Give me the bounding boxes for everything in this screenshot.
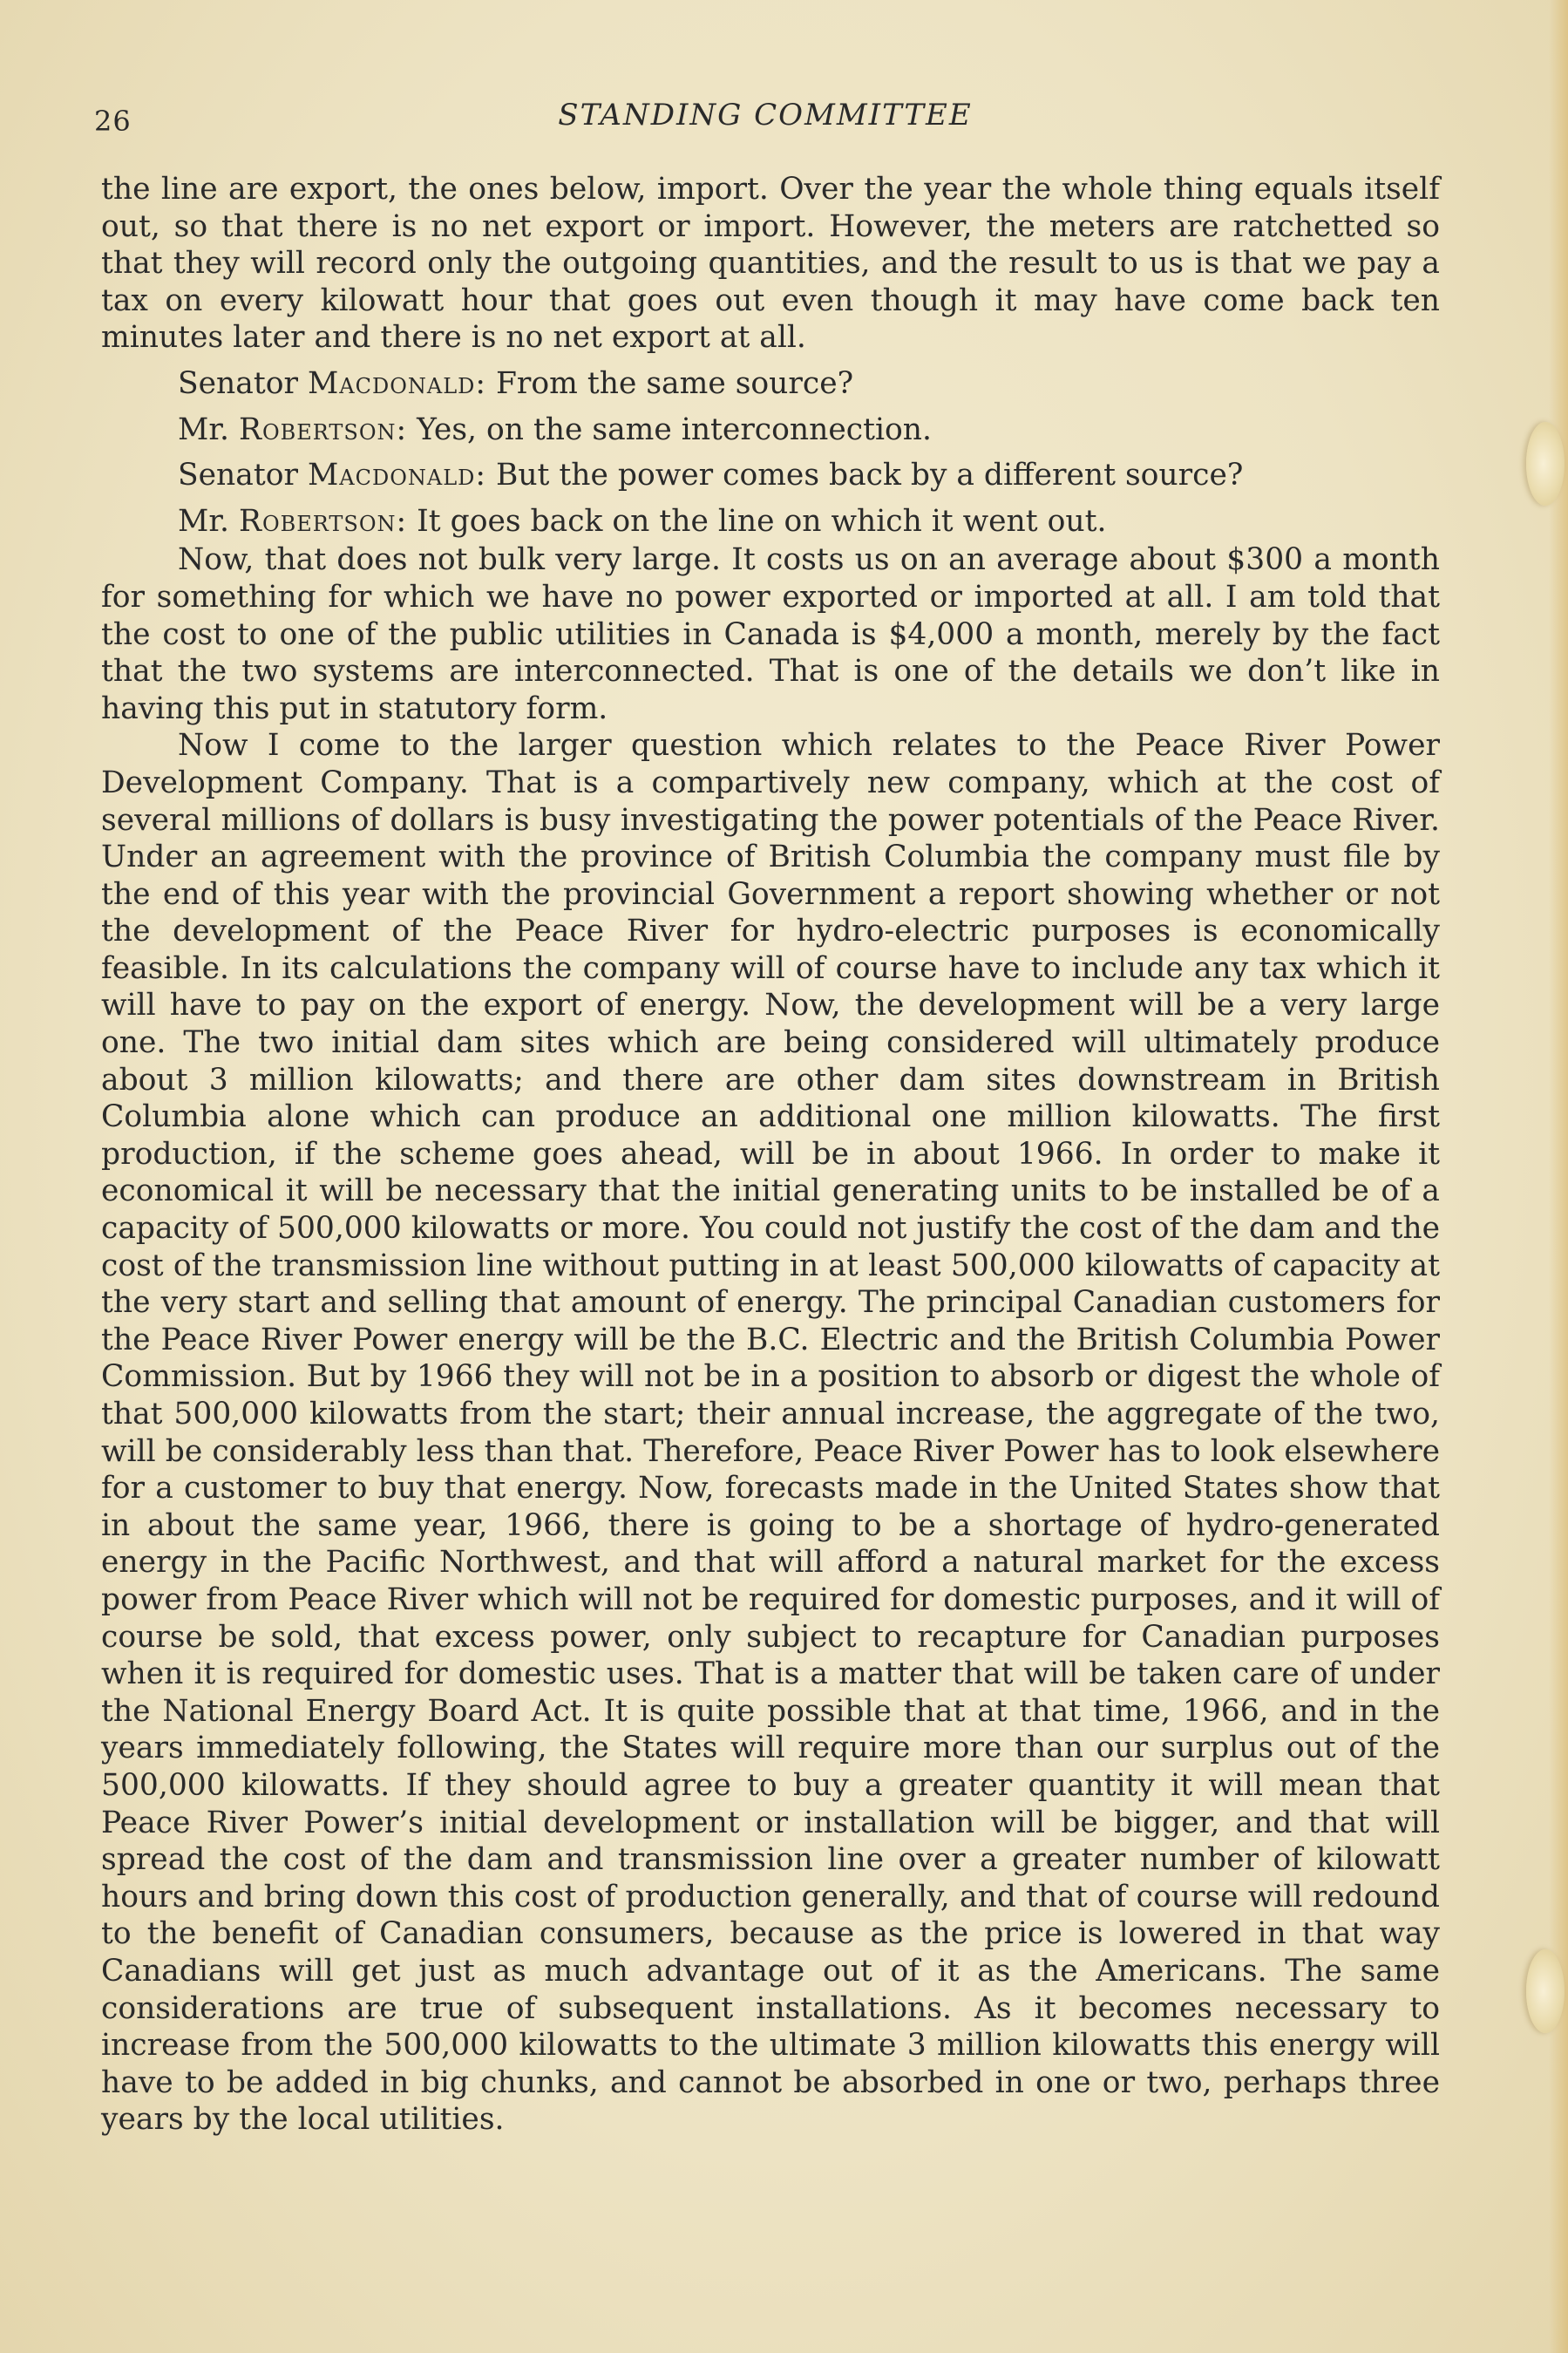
dialogue-text: Yes, on the same interconnection. (417, 411, 932, 447)
dialogue-text: From the same source? (495, 365, 854, 401)
dialogue-line (101, 411, 1440, 449)
speaker-name: Robertson: (238, 503, 408, 539)
page-number: 26 (94, 105, 132, 138)
dialogue-text: But the power comes back by a different source? (495, 458, 1244, 493)
dialogue-line (101, 503, 1440, 541)
body-text (101, 171, 1440, 2139)
speaker-name: Macdonald: (307, 365, 487, 401)
page-header (94, 98, 1436, 141)
paragraph: Now, that does not bulk very large. It costs us on an average about $300 a month for something for which we have no power exported or imported at all. I am told that the cost to one of the public utilities in Canada is $4,000 a month, merely by the fact that the two systems are interconnected. That is one of the details we don’t like in having this put in statutory form. (101, 542, 1440, 726)
speaker-title: Senator (178, 365, 298, 401)
dialogue-line (101, 365, 1440, 403)
speaker-title: Mr. (178, 411, 229, 447)
dialogue-text: It goes back on the line on which it went out. (417, 503, 1107, 539)
speaker-title: Senator (178, 458, 298, 493)
paragraph: Now I come to the larger question which relates to the Peace River Power Development Company. That is a compartively new company, which at the cost of several millions of dollars is busy investigating the power potentials of the Peace River. Under an agreement with the province of British Columbia the company must file by the end of this year with the provincial Government a report showing whether or not the development of the Peace River for hydro-electric purposes is economically feasible. In its calculations the company will of course have to include any tax which it will have to pay on the export of energy. Now, the development will be a very large one. The two initial dam sites which are being considered will ultimately produce about 3 million kilowatts; and there are other dam sites downstream in British Columbia alone which can produce an additional one million kilowatts. The first production, if the scheme goes ahead, will be in about 1966. In order to make it economical it will be necessary that the initial generating units to be installed be of a capacity of 500,000 kilowatts or more. You could not justify the cost of the dam and the cost of the transmission line without putting in at least 500,000 kilowatts of capacity at the very start and selling that amount of energy. The principal Canadian customers for the Peace River Power energy will be the B.C. Electric and the British Columbia Power Commission. But by 1966 they will not be in a position to absorb or digest the whole of that 500,000 kilowatts from the start; their annual increase, the aggregate of the two, will be considerably less than that. Therefore, Peace River Power has to look elsewhere for a customer to buy that energy. Now, forecasts made in the United States show that in about the same year, 1966, there is going to be a shortage of hydro-generated energy in the Pacific Northwest, and that will afford a natural market for the excess power from Peace River which will not be required for domestic purposes, and it will of course be sold, that excess power, only subject to recapture for Canadian purposes when it is required for domestic uses. That is a matter that will be taken care of under the National Energy Board Act. It is quite possible that at that time, 1966, and in the years immediately following, the States will require more than our surplus out of the 500,000 kilowatts. If they should agree to buy a greater quantity it will mean that Peace River Power’s initial development or installation will be bigger, and that will spread the cost of the dam and transmission line over a greater number of kilowatt hours and bring down this cost of production generally, and that of course will redound to the benefit of Canadian consumers, because as the price is lowered in that way Canadians will get just as much advantage out of it as the Americans. The same considerations are true of subsequent installations. As it becomes necessary to increase from the 500,000 kilowatts to the ultimate 3 million kilowatts this energy will have to be added in big chunks, and cannot be absorbed in one or two, perhaps three years by the local utilities. (101, 728, 1440, 2138)
dialogue-line (101, 457, 1440, 494)
running-head: STANDING COMMITTEE (558, 98, 973, 133)
speaker-title: Mr. (178, 503, 229, 539)
paragraph-continuation: the line are export, the ones below, import. Over the year the whole thing equals itself out, so that there is no net export or import. However, the meters are ratchetted so that they will record only the outgoing quantities, and the result to us is that we pay a tax on every kilowatt hour that goes out even though it may have come back ten minutes later and there is no net export at all. (101, 172, 1440, 356)
punch-hole-top (1526, 422, 1565, 506)
speaker-name: Robertson: (238, 411, 408, 447)
speaker-name: Macdonald: (307, 458, 487, 493)
punch-hole-bottom (1526, 1949, 1565, 2033)
